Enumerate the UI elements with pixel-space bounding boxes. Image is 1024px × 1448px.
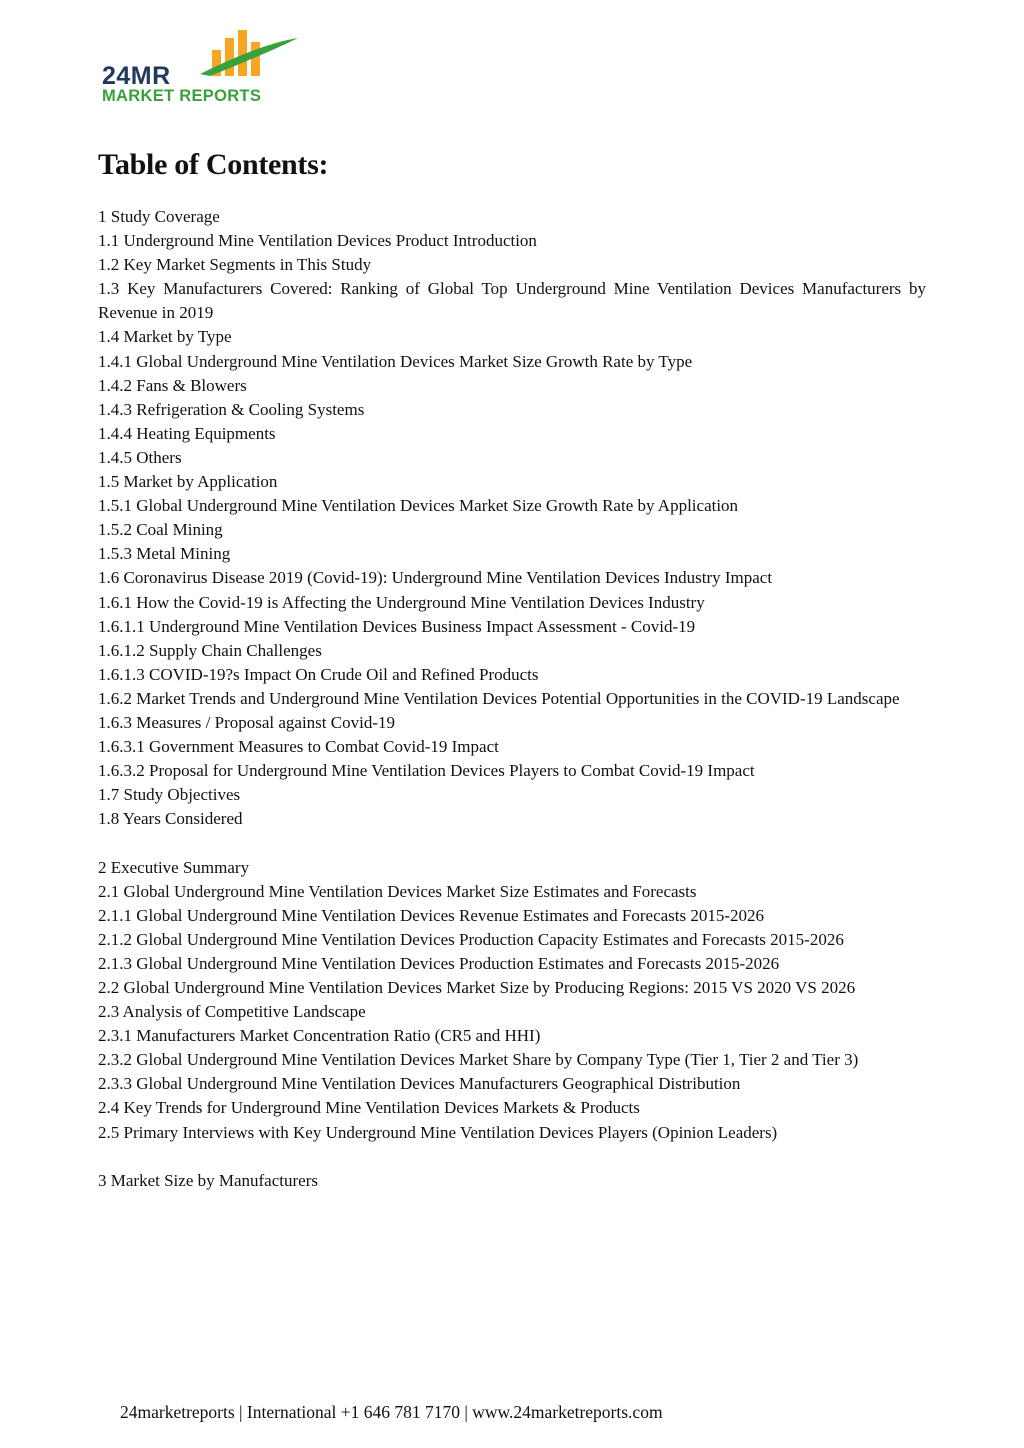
toc-entry: 1.4.5 Others (98, 447, 182, 467)
toc-entry: 1.5 Market by Application (98, 472, 278, 492)
toc-spacer (98, 1145, 926, 1169)
toc-entry: 2.3 Analysis of Competitive Landscape (98, 1002, 366, 1022)
logo-top-text: 24MR (102, 62, 171, 90)
toc-entry: 2 Executive Summary (98, 857, 250, 877)
toc-entry: 1.5.1 Global Underground Mine Ventilation Devices Market Size Growth Rate by Application (98, 496, 739, 516)
toc-entry: 1.7 Study Objectives (98, 785, 241, 805)
toc-entry: 2.5 Primary Interviews with Key Underground Mine Ventilation Devices Players (Opinion Leaders) (98, 1122, 778, 1142)
toc-entry: 1.6.1.2 Supply Chain Challenges (98, 640, 322, 660)
toc-entry: 1.1 Underground Mine Ventilation Devices Product Introduction (98, 231, 537, 251)
footer-contact-text: 24marketreports | International +1 646 781 7170 | www.24marketreports.com (120, 1402, 663, 1422)
toc-entry: 2.3.1 Manufacturers Market Concentration Ratio (CR5 and HHI) (98, 1026, 541, 1046)
toc-entry: 1.4.2 Fans & Blowers (98, 375, 247, 395)
toc-entry: 1.6 Coronavirus Disease 2019 (Covid-19): Underground Mine Ventilation Devices Industry Impact (98, 568, 773, 588)
toc-entry: 1.6.3.2 Proposal for Underground Mine Ventilation Devices Players to Combat Covid-19 Impact (98, 761, 755, 781)
toc-entry: 2.4 Key Trends for Underground Mine Ventilation Devices Markets & Products (98, 1098, 640, 1118)
page-title: Table of Contents: (98, 148, 329, 181)
toc-entry: 1.6.1.1 Underground Mine Ventilation Devices Business Impact Assessment - Covid-19 (98, 616, 696, 636)
toc-entry: 2.1.2 Global Underground Mine Ventilation Devices Production Capacity Estimates and Forecasts 2015-2026 (98, 929, 844, 949)
toc-entry: 1.6.1.3 COVID-19?s Impact On Crude Oil and Refined Products (98, 664, 539, 684)
logo-bottom-text: MARKET REPORTS (102, 87, 262, 105)
toc-entry: 1.3 Key Manufacturers Covered: Ranking of Global Top Underground Mine Ventilation Devices Manufacturers by Revenue in 2019 (98, 279, 926, 323)
toc-entry: 2.2 Global Underground Mine Ventilation Devices Market Size by Producing Regions: 2015 VS 2020 VS 2026 (98, 978, 856, 997)
toc-spacer (98, 831, 926, 855)
toc-entry: 1.4.3 Refrigeration & Cooling Systems (98, 399, 365, 419)
toc-entry: 1.6.1 How the Covid-19 is Affecting the Underground Mine Ventilation Devices Industry (98, 592, 705, 612)
toc-entry: 1.5.3 Metal Mining (98, 544, 231, 564)
toc-entry: 2.1.3 Global Underground Mine Ventilation Devices Production Estimates and Forecasts 2015-2026 (98, 953, 780, 973)
toc-entry: 1.2 Key Market Segments in This Study (98, 255, 372, 275)
toc-entry: 1 Study Coverage (98, 207, 220, 226)
table-of-contents (98, 205, 926, 1193)
toc-entry: 1.8 Years Considered (98, 809, 243, 829)
toc-entry: 1.4 Market by Type (98, 327, 232, 347)
toc-entry: 2.1.1 Global Underground Mine Ventilation Devices Revenue Estimates and Forecasts 2015-2026 (98, 905, 765, 925)
toc-entry: 2.3.2 Global Underground Mine Ventilation Devices Market Share by Company Type (Tier 1, Tier 2 and Tier 3) (98, 1050, 859, 1070)
toc-entry: 1.6.3 Measures / Proposal against Covid-19 (98, 712, 395, 732)
company-logo (100, 28, 310, 108)
toc-entry: 2.1 Global Underground Mine Ventilation Devices Market Size Estimates and Forecasts (98, 881, 697, 901)
toc-entry: 2.3.3 Global Underground Mine Ventilation Devices Manufacturers Geographical Distribution (98, 1074, 741, 1094)
toc-entry: 3 Market Size by Manufacturers (98, 1170, 318, 1190)
toc-entry: 1.6.2 Market Trends and Underground Mine Ventilation Devices Potential Opportunities in the COVID-19 Landscape (98, 688, 900, 708)
toc-entry: 1.6.3.1 Government Measures to Combat Covid-19 Impact (98, 737, 499, 757)
toc-entry: 1.4.1 Global Underground Mine Ventilation Devices Market Size Growth Rate by Type (98, 351, 693, 371)
toc-entry: 1.4.4 Heating Equipments (98, 423, 276, 443)
toc-entry: 1.5.2 Coal Mining (98, 520, 223, 540)
